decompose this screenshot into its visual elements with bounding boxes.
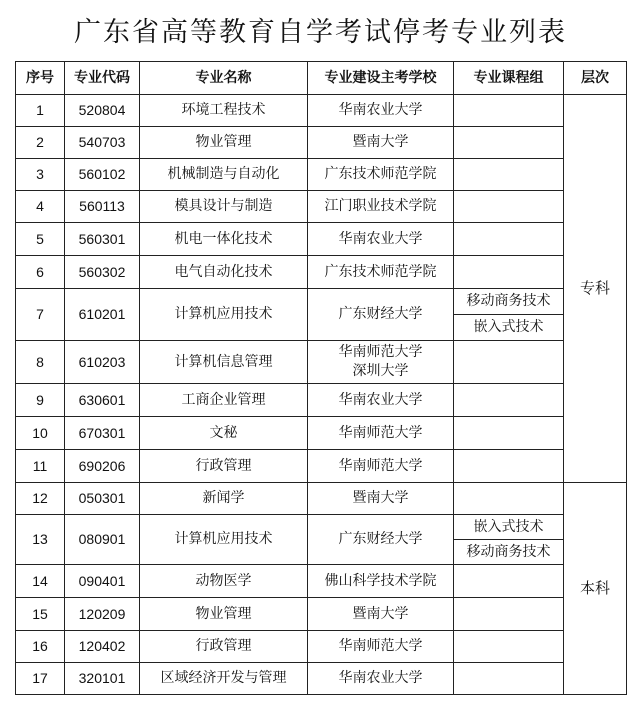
row-number: 6 <box>16 256 65 289</box>
row-number: 2 <box>16 127 65 159</box>
course-group <box>454 127 564 159</box>
course-group <box>454 256 564 289</box>
host-school-name: 华南师范大学 <box>338 457 423 474</box>
host-school <box>308 483 454 515</box>
major-code: 120402 <box>65 631 140 663</box>
major-code: 560113 <box>65 191 140 223</box>
host-school-name: 江门职业技术学院 <box>324 198 437 215</box>
course-group <box>454 631 564 663</box>
course-group <box>454 483 564 515</box>
course-group <box>454 159 564 191</box>
major-code: 080901 <box>65 515 140 565</box>
host-school <box>308 565 454 598</box>
host-school-name: 广东财经大学 <box>338 306 423 323</box>
page-title: 广东省高等教育自学考试停考专业列表 <box>74 17 567 48</box>
header-school: 专业建设主考学校 <box>308 62 454 95</box>
host-school <box>308 159 454 191</box>
table-row <box>16 663 627 695</box>
suspended-majors-table <box>15 61 627 695</box>
row-number: 9 <box>16 384 65 417</box>
major-name: 文秘 <box>140 417 308 450</box>
major-name: 计算机应用技术 <box>140 289 308 341</box>
course-group <box>454 341 564 384</box>
row-number: 4 <box>16 191 65 223</box>
major-name: 机电一体化技术 <box>140 223 308 256</box>
host-school-name: 佛山科学技术学院 <box>324 572 437 589</box>
row-number: 15 <box>16 598 65 631</box>
major-code: 120209 <box>65 598 140 631</box>
header-level: 层次 <box>564 62 627 95</box>
course-group <box>454 223 564 256</box>
table-row <box>16 127 627 159</box>
course-group: 嵌入式技术 <box>454 515 564 540</box>
course-group: 移动商务技术 <box>454 289 564 315</box>
table-row <box>16 450 627 483</box>
major-name: 物业管理 <box>140 598 308 631</box>
host-school <box>308 289 454 341</box>
host-school <box>308 663 454 695</box>
table-row <box>16 565 627 598</box>
major-code: 560302 <box>65 256 140 289</box>
major-name: 模具设计与制造 <box>140 191 308 223</box>
major-name: 计算机信息管理 <box>140 341 308 384</box>
major-name: 新闻学 <box>140 483 308 515</box>
major-name: 动物医学 <box>140 565 308 598</box>
host-school <box>308 417 454 450</box>
host-school <box>308 384 454 417</box>
course-group <box>454 95 564 127</box>
host-school <box>308 95 454 127</box>
major-name: 机械制造与自动化 <box>140 159 308 191</box>
course-group <box>454 598 564 631</box>
host-school-name: 暨南大学 <box>352 490 409 507</box>
header-no: 序号 <box>16 62 65 95</box>
course-group <box>454 663 564 695</box>
major-name: 工商企业管理 <box>140 384 308 417</box>
table-row <box>16 256 627 289</box>
host-school-name: 广东财经大学 <box>338 531 423 548</box>
major-code: 320101 <box>65 663 140 695</box>
course-group <box>454 565 564 598</box>
header-course-group: 专业课程组 <box>454 62 564 95</box>
host-school-name: 华南农业大学 <box>338 391 423 408</box>
table-row <box>16 417 627 450</box>
row-number: 8 <box>16 341 65 384</box>
row-number: 11 <box>16 450 65 483</box>
host-school <box>308 127 454 159</box>
row-number: 12 <box>16 483 65 515</box>
major-name: 区域经济开发与管理 <box>140 663 308 695</box>
row-number: 14 <box>16 565 65 598</box>
table-row <box>16 223 627 256</box>
row-number: 13 <box>16 515 65 565</box>
table-row <box>16 191 627 223</box>
major-code: 560102 <box>65 159 140 191</box>
course-group <box>454 191 564 223</box>
course-group <box>454 450 564 483</box>
host-school-name: 华南农业大学 <box>338 230 423 247</box>
host-school <box>308 223 454 256</box>
host-school <box>308 515 454 565</box>
table-row <box>16 598 627 631</box>
table-row <box>16 159 627 191</box>
host-school <box>308 256 454 289</box>
major-code: 520804 <box>65 95 140 127</box>
table-row <box>16 483 627 515</box>
major-name: 物业管理 <box>140 127 308 159</box>
header-name: 专业名称 <box>140 62 308 95</box>
major-name: 电气自动化技术 <box>140 256 308 289</box>
host-school-name: 广东技术师范学院 <box>324 263 437 280</box>
level-cell: 本科 <box>564 483 627 695</box>
host-school <box>308 341 454 384</box>
row-number: 1 <box>16 95 65 127</box>
major-code: 560301 <box>65 223 140 256</box>
table-row <box>16 341 627 384</box>
host-school-name: 华南师范大学 <box>338 344 423 361</box>
table-row <box>16 384 627 417</box>
major-name: 行政管理 <box>140 450 308 483</box>
course-group: 嵌入式技术 <box>454 315 564 341</box>
major-name: 计算机应用技术 <box>140 515 308 565</box>
host-school <box>308 191 454 223</box>
course-group <box>454 384 564 417</box>
table-row <box>16 631 627 663</box>
host-school-name: 广东技术师范学院 <box>324 166 437 183</box>
host-school <box>308 450 454 483</box>
host-school-name: 暨南大学 <box>352 134 409 151</box>
course-group: 移动商务技术 <box>454 540 564 565</box>
table-row <box>16 289 627 315</box>
major-code: 540703 <box>65 127 140 159</box>
table-row <box>16 95 627 127</box>
major-code: 670301 <box>65 417 140 450</box>
row-number: 5 <box>16 223 65 256</box>
host-school-name: 深圳大学 <box>352 363 409 379</box>
major-code: 610201 <box>65 289 140 341</box>
host-school-name: 暨南大学 <box>352 605 409 622</box>
host-school-name: 华南师范大学 <box>338 424 423 441</box>
host-school <box>308 631 454 663</box>
major-code: 090401 <box>65 565 140 598</box>
major-code: 610203 <box>65 341 140 384</box>
row-number: 10 <box>16 417 65 450</box>
major-name: 环境工程技术 <box>140 95 308 127</box>
host-school-name: 华南师范大学 <box>338 638 423 655</box>
row-number: 3 <box>16 159 65 191</box>
major-code: 630601 <box>65 384 140 417</box>
level-cell: 专科 <box>564 95 627 483</box>
host-school-name: 华南农业大学 <box>338 670 423 687</box>
row-number: 17 <box>16 663 65 695</box>
table-row <box>16 515 627 540</box>
host-school-name: 华南农业大学 <box>338 102 423 119</box>
row-number: 7 <box>16 289 65 341</box>
major-code: 690206 <box>65 450 140 483</box>
header-code: 专业代码 <box>65 62 140 95</box>
table-header-row <box>16 62 627 95</box>
major-name: 行政管理 <box>140 631 308 663</box>
host-school <box>308 598 454 631</box>
course-group <box>454 417 564 450</box>
row-number: 16 <box>16 631 65 663</box>
major-code: 050301 <box>65 483 140 515</box>
